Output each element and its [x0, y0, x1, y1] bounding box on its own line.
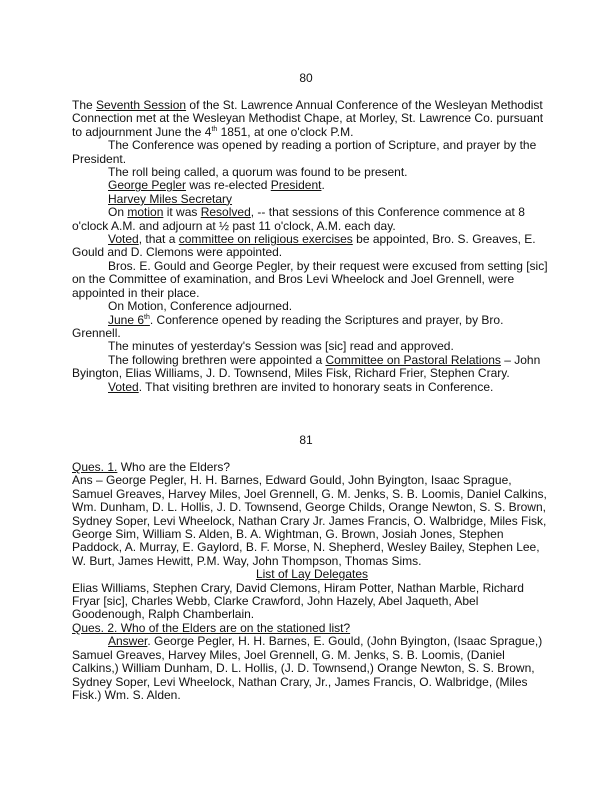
roll-paragraph: The roll being called, a quorum was found to be present.	[108, 165, 408, 180]
adjourned-paragraph: On Motion, Conference adjourned.	[108, 299, 293, 314]
question-2: Ques. 2. Who of the Elders are on the stationed list?	[72, 620, 351, 635]
question-1: Ques. 1. Who are the Elders?	[72, 460, 231, 474]
voted-visiting-paragraph: Voted. That visiting brethren are invited to honorary seats in Conference.	[108, 379, 494, 394]
pastoral-paragraph: The following brethren were appointed a Committee on Pastoral Relations – John Byington, Elias Williams, J. D. Townsend, Miles Fisk, Richard Frier, Stephen Crary.	[72, 352, 541, 381]
opened-paragraph: The Conference was opened by reading a portion of Scripture, and prayer by the President.	[72, 138, 537, 166]
june6-paragraph: June 6th. Conference opened by reading the Scriptures and prayer, by Bro. Grennell.	[72, 312, 504, 340]
lay-delegates-list: Elias Williams, Stephen Crary, David Clemons, Hiram Potter, Nathan Marble, Richard Fryar [sic], Charles Webb, Clarke Crawford, John Hazely, Abel Jaqueth, Abel Goodenough, Ralph Chamberlain.	[72, 580, 524, 622]
president-paragraph: George Pegler was re-elected President.	[108, 178, 325, 193]
lay-delegates-heading: List of Lay Delegates	[255, 567, 369, 582]
excused-paragraph: Bros. E. Gould and George Pegler, by their request were excused from setting [sic] on the Committee of examination, and Bros Levi Wheelock and Joel Grennell, were appointed in their place.	[72, 258, 548, 300]
intro-paragraph: The Seventh Session of the St. Lawrence Annual Conference of the Wesleyan Methodist Connection met at the Wesleyan Methodist Chape, at Morley, St. Lawrence Co. pursuant to adjournment June the 4th 1851, at one o'clock P.M.	[72, 98, 544, 139]
voted-committee-paragraph: Voted, that a committee on religious exercises be appointed, Bro. S. Greaves, E. Gould and D. Clemons were appointed.	[72, 232, 536, 260]
secretary-paragraph: Harvey Miles Secretary	[108, 191, 233, 206]
answer-1: Ans – George Pegler, H. H. Barnes, Edward Gould, John Byington, Isaac Sprague, Samuel Greaves, Harvey Miles, Joel Grennell, G. M. Jenks, S. B. Loomis, Daniel Calkins, Wm. Dunham, D. L. Hollis, J. D. Townsend, George Childs, Orange Newton, S. S. Brown, Sydney Soper, Levi Wheelock, Nathan Crary Jr. James Francis, O. Walbridge, Miles Fisk, George Sim, William S. Alden, B. A. Wightman, G. Brown, Josiah Jones, Stephen Paddock, A. Murray, E. Gaylord, B. F. Morse, N. Shepherd, Wesley Bailey, Stephen Lee, W. Burt, James Hewitt, P.M. Way, John Thompson, Thomas Sims.	[72, 473, 547, 568]
page-81-body	[72, 461, 552, 702]
page-80-body	[72, 99, 552, 394]
page-number-81: 81	[299, 433, 313, 447]
motion-paragraph: On motion it was Resolved, -- that sessions of this Conference commence at 8 o'clock A.M. and adjourn at ½ past 11 o'clock, A.M. each day.	[72, 205, 525, 233]
page-number-80: 80	[299, 71, 313, 85]
answer-2: Answer. George Pegler, H. H. Barnes, E. Gould, (John Byington, (Isaac Sprague,) Samuel Greaves, Harvey Miles, Joel Grennell, G. M. Jenks, S. B. Loomis, (Daniel Calkins,) William Dunham, D. L. Hollis, (J. D. Townsend,) Orange Newton, S. S. Brown, Sydney Soper, Levi Wheelock, Nathan Crary, Jr., James Francis, O. Walbridge, (Miles Fisk.) Wm. S. Alden.	[72, 634, 543, 702]
minutes-paragraph: The minutes of yesterday's Session was [sic] read and approved.	[108, 339, 454, 354]
